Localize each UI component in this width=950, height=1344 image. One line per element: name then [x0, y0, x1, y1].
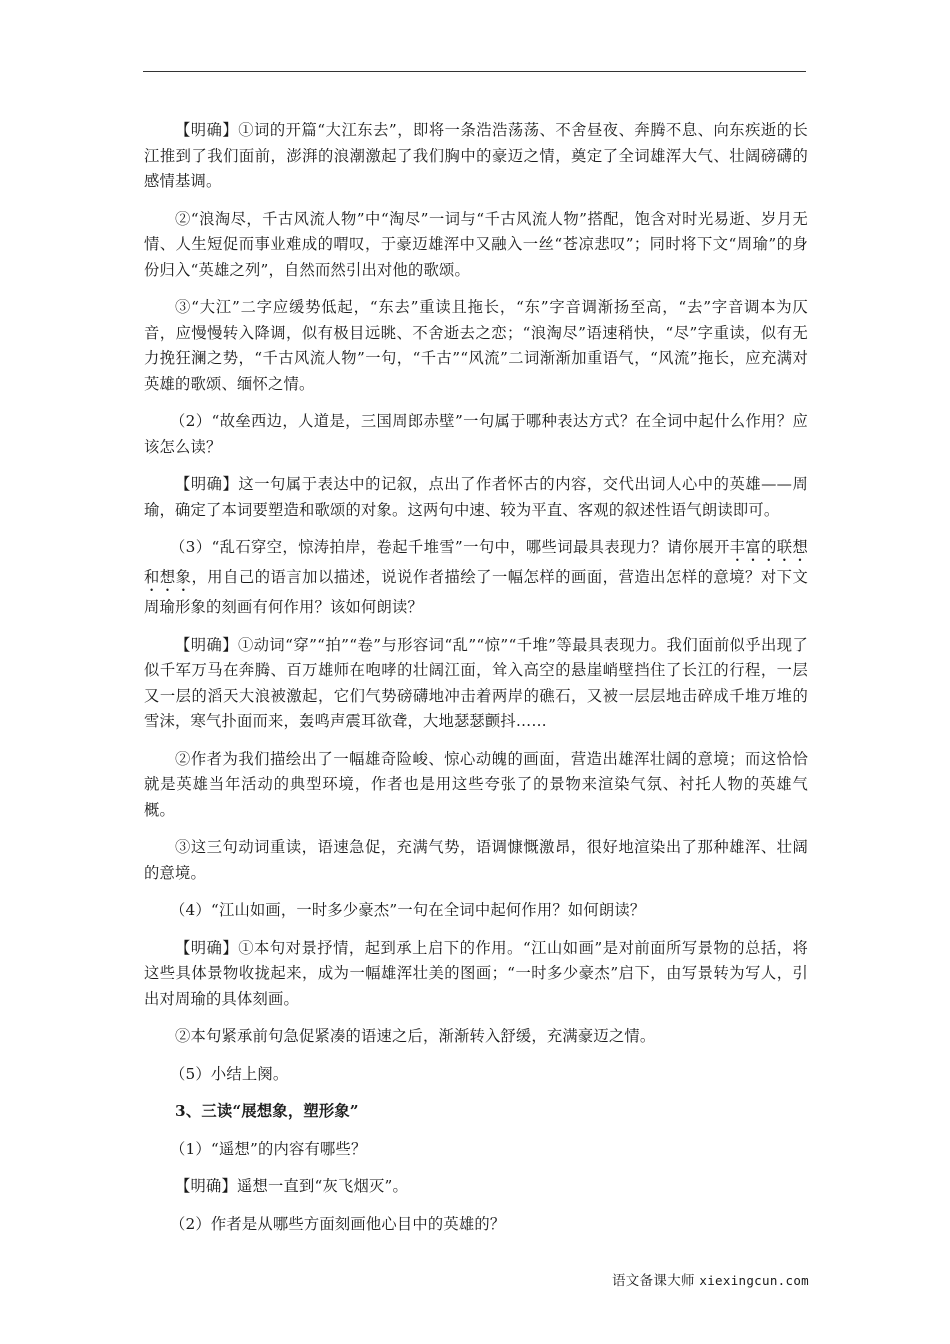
question-2-part-3: （2）作者是从哪些方面刻画他心目中的英雄的？: [170, 1214, 506, 1233]
emphasized-phrase: 丰富的联想和想象: [144, 538, 808, 586]
answer-question-3-2: ②作者为我们描绘出了一幅雄奇险峻、惊心动魄的画面，营造出雄浑壮阔的意境；而这恰恰就是英雄当年活动的典型环境，作者也是用这些夸张了的景物来渲染气氛、衬托人物的英雄气概。: [144, 749, 808, 819]
footer-brand: 语文备课大师: [612, 1273, 700, 1289]
footer-url: xiexingcun.com: [699, 1273, 809, 1288]
question-1-part-3: （1）“遥想”的内容有哪些？: [170, 1139, 367, 1158]
question-3-part-1: （3）“乱石穿空，惊涛拍岸，卷起千堆雪”一句中，哪些词最具表现力？请你展开: [170, 538, 730, 556]
question-2: （2）“故垒西边，人道是，三国周郎赤壁”一句属于哪种表达方式？在全词中起什么作用？应该怎么读？: [144, 412, 808, 456]
header-rule: [143, 71, 806, 72]
answer-question-2: 【明确】这一句属于表达中的记叙，点出了作者怀古的内容，交代出词人心中的英雄——周瑜，确定了本词要塑造和歌颂的对象。这两句中速、较为平直、客观的叙述性语气朗读即可。: [144, 475, 808, 519]
answer-question-1-part-3: 【明确】遥想一直到“灰飞烟灭”。: [175, 1177, 408, 1195]
question-4: （4）“江山如画，一时多少豪杰”一句在全词中起何作用？如何朗读？: [170, 901, 646, 919]
answer-paragraph-1: 【明确】①词的开篇“大江东去”，即将一条浩浩荡荡、不舍昼夜、奔腾不息、向东疾逝的长江推到了我们面前，澎湃的浪潮激起了我们胸中的豪迈之情，奠定了全词雄浑大气、壮阔磅礴的感情基调。: [144, 121, 808, 190]
question-3: [144, 535, 808, 621]
section-heading: 3、三读“展想象，塑形象”: [175, 1102, 359, 1120]
answer-paragraph-2: ②“浪淘尽，千古风流人物”中“淘尽”一词与“千古风流人物”搭配，饱含对时光易逝、岁月无情、人生短促而事业难成的喟叹，于豪迈雄浑中又融入一丝“苍凉悲叹”；同时将下文“周瑜”的身份归入“英雄之列”，自然而然引出对他的歌颂。: [144, 209, 808, 279]
question-3-part-2: ，用自己的语言加以描述，说说作者描绘了一幅怎样的画面，营造出怎样的意境？对下文周瑜形象的刻画有何作用？该如何朗读？: [144, 568, 808, 616]
answer-question-3-3: ③这三句动词重读，语速急促，充满气势，语调慷慨激昂，很好地渲染出了那种雄浑、壮阔的意境。: [144, 838, 808, 882]
answer-question-4-2: ②本句紧承前句急促紧凑的语速之后，渐渐转入舒缓，充满豪迈之情。: [175, 1027, 656, 1045]
footer-watermark: [612, 1269, 809, 1289]
answer-question-4-1: 【明确】①本句对景抒情，起到承上启下的作用。“江山如画”是对前面所写景物的总括，将这些具体景物收拢起来，成为一幅雄浑壮美的图画；“一时多少豪杰”启下，由写景转为写人，引出对周瑜的具体刻画。: [144, 938, 808, 1008]
answer-question-3-1: 【明确】①动词“穿”“拍”“卷”与形容词“乱”“惊”“千堆”等最具表现力。我们面前似乎出现了似千军万马在奔腾、百万雄师在咆哮的壮阔江面，耸入高空的悬崖峭壁挡住了长江的行程，一层又一层的滔天大浪被激起，它们气势磅礴地冲击着两岸的礁石，又被一层层地击碎成千堆万堆的雪沫，寒气扑面而来，轰鸣声震耳欲聋，大地瑟瑟颤抖……: [144, 635, 808, 730]
question-5: （5）小结上阕。: [170, 1064, 289, 1083]
document-body: [144, 118, 808, 1249]
answer-paragraph-3: ③“大江”二字应缓势低起，“东去”重读且拖长，“东”字音调渐扬至高，“去”字音调本为仄音，应慢慢转入降调，似有极目远眺、不舍逝去之恋；“浪淘尽”语速稍快，“尽”字重读，似有无力挽狂澜之势，“千古风流人物”一句，“千古”“风流”二词渐渐加重语气，“风流”拖长，应充满对英雄的歌颂、缅怀之情。: [144, 298, 808, 393]
